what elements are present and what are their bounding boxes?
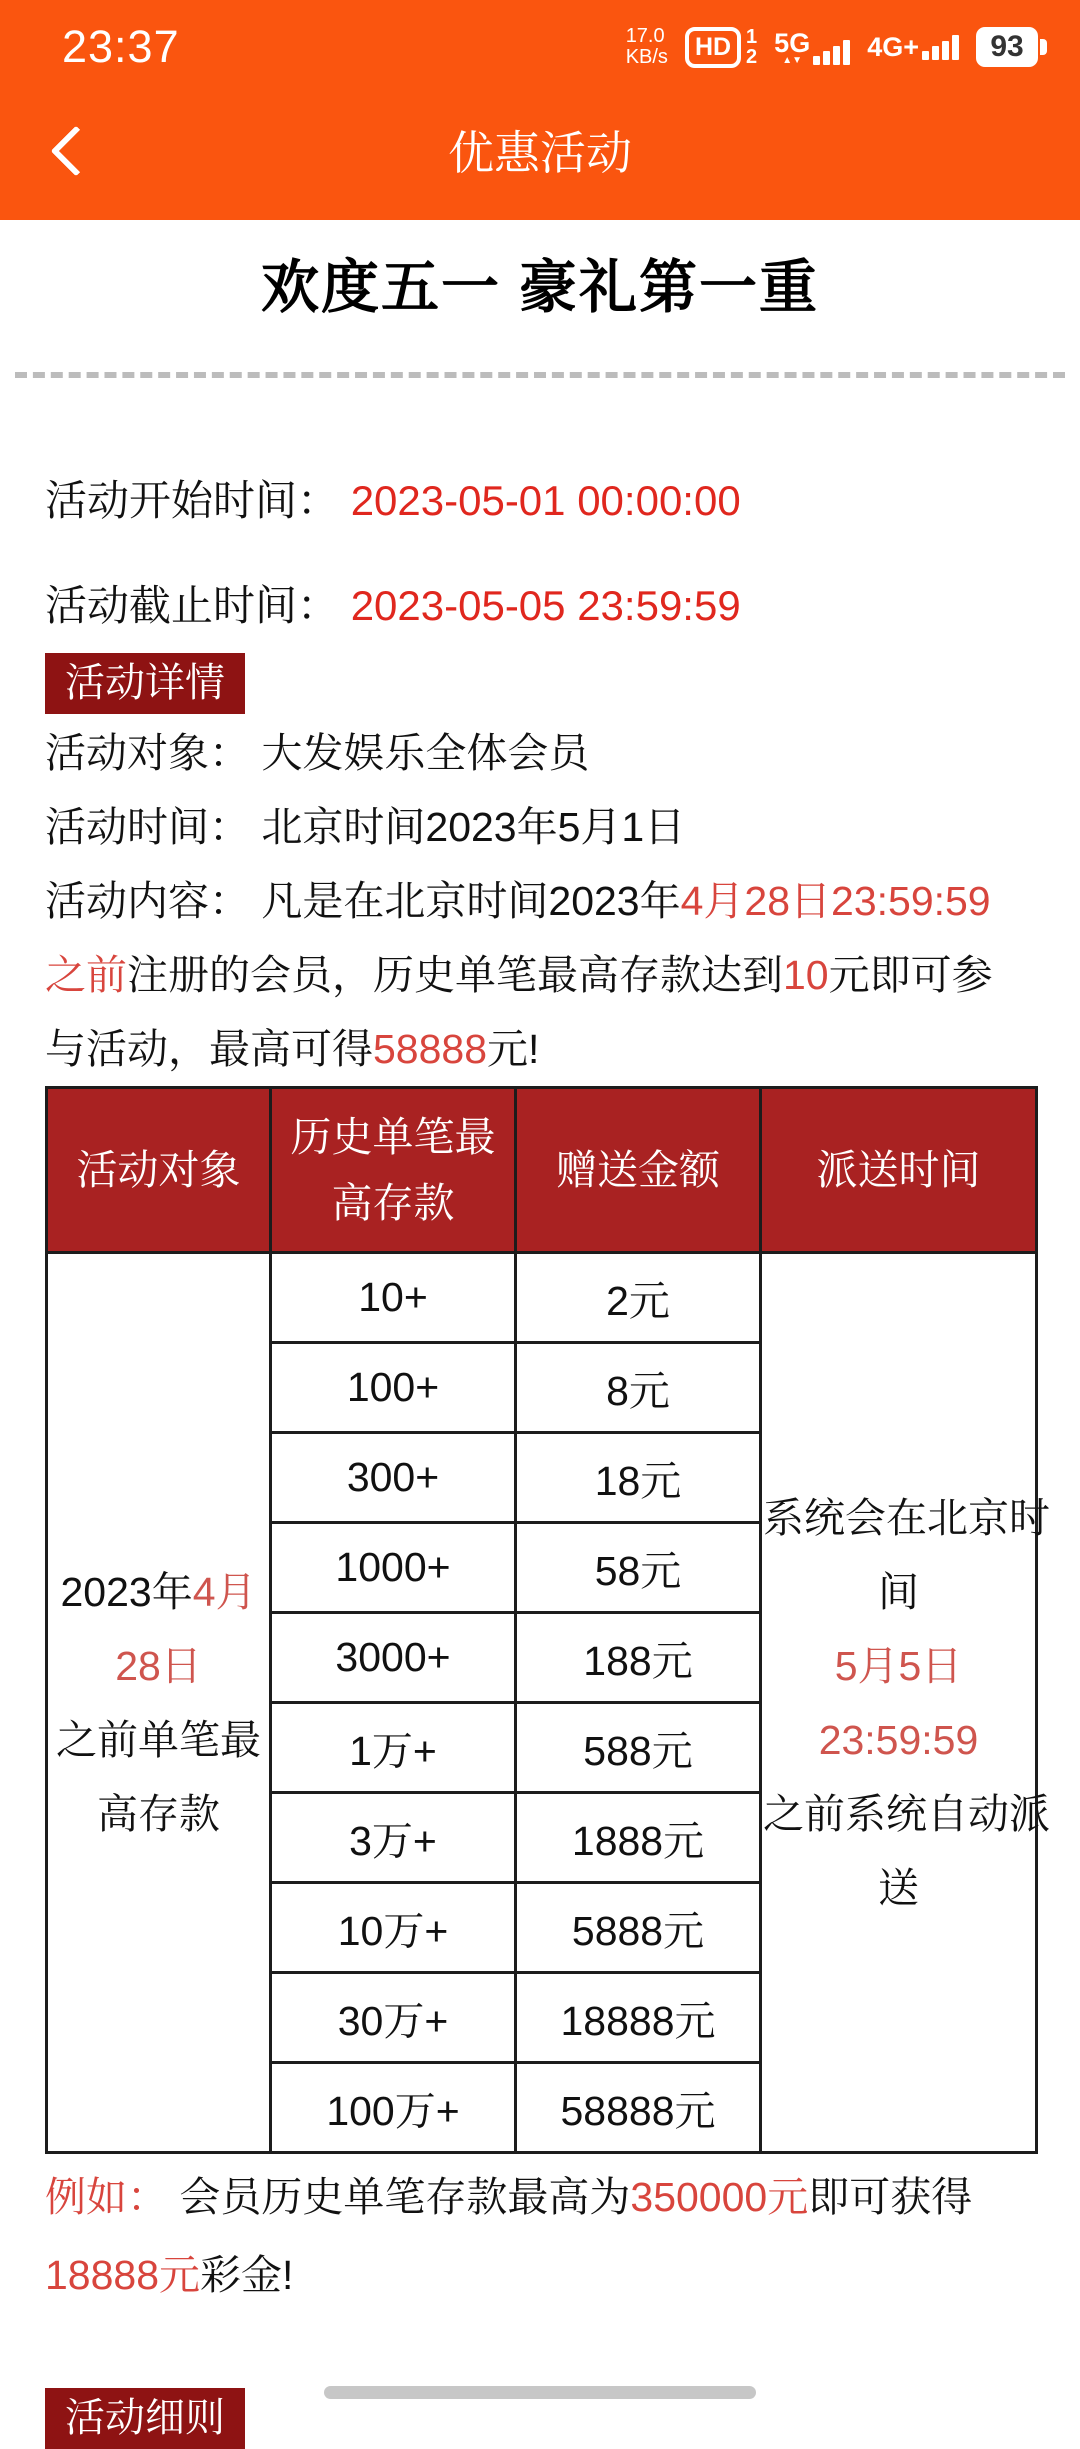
deposit-cell: 3000+ <box>271 1613 516 1703</box>
deposit-cell: 1000+ <box>271 1523 516 1613</box>
delivery-line: 间 <box>878 1568 919 1615</box>
battery-icon <box>976 27 1038 67</box>
bonus-cell: 2元 <box>516 1253 761 1343</box>
volte-hd-icon <box>685 27 757 68</box>
delivery-cell <box>761 1253 1050 2153</box>
start-time-row <box>45 476 1035 526</box>
example-block <box>45 2158 1035 2314</box>
bonus-cell: 8元 <box>516 1343 761 1433</box>
table-header-row <box>47 1088 1037 1253</box>
bonus-cell: 18元 <box>516 1433 761 1523</box>
status-bar <box>0 0 1080 80</box>
activity-content-line-2: 之前注册的会员，历史单笔最高存款达到10元即可参 <box>45 952 993 998</box>
bonus-table <box>45 1086 1050 2154</box>
end-time-label: 活动截止时间： <box>45 582 340 629</box>
battery-percent: 93 <box>990 30 1024 63</box>
activity-details <box>45 716 1035 1086</box>
bonus-cell: 58888元 <box>516 2063 761 2153</box>
header-bonus: 赠送金额 <box>516 1088 761 1253</box>
bonus-cell: 18888元 <box>516 1973 761 2063</box>
promo-title: 欢度五一 豪礼第一重 <box>260 255 820 320</box>
activity-time-line: 活动时间： 北京时间2023年5月1日 <box>45 804 686 850</box>
header-deposit: 历史单笔最高存款 <box>271 1088 516 1253</box>
activity-content-line-1: 活动内容： 凡是在北京时间2023年4月28日23:59:59 <box>45 878 991 924</box>
bonus-cell: 188元 <box>516 1613 761 1703</box>
end-time-value: 2023-05-05 23:59:59 <box>350 582 741 629</box>
table-row <box>47 1253 1037 1343</box>
rules-badge: 活动细则 <box>45 2388 245 2449</box>
activity-content-line-3: 与活动，最高可得58888元! <box>45 1026 540 1072</box>
deposit-cell: 3万+ <box>271 1793 516 1883</box>
network-speed-indicator <box>626 26 668 68</box>
signal-5g-label-group <box>774 27 811 66</box>
deposit-cell: 100+ <box>271 1343 516 1433</box>
dashed-divider <box>15 372 1065 378</box>
delivery-line: 系统会在北京时 <box>763 1494 1050 1541</box>
deposit-cell: 10+ <box>271 1253 516 1343</box>
header-eligibility: 活动对象 <box>47 1088 271 1253</box>
network-speed-value: 17.0 <box>625 25 665 47</box>
nav-bar <box>0 80 1080 220</box>
sim2-index: 2 <box>746 46 758 68</box>
delivery-line: 5月5日 <box>834 1642 963 1689</box>
delivery-line: 23:59:59 <box>818 1716 979 1763</box>
eligibility-line: 28日 <box>115 1642 202 1689</box>
bonus-cell: 5888元 <box>516 1883 761 1973</box>
clock: 23:37 <box>62 21 180 72</box>
deposit-cell: 30万+ <box>271 1973 516 2063</box>
example-line-2: 18888元彩金! <box>45 2252 294 2298</box>
signal-5g-icon <box>774 27 850 66</box>
deposit-cell: 300+ <box>271 1433 516 1523</box>
header-delivery: 派送时间 <box>761 1088 1037 1253</box>
gesture-handle[interactable] <box>324 2386 756 2399</box>
signal-4g-icon <box>867 34 959 60</box>
example-line-1: 例如： 会员历史单笔存款最高为350000元即可获得 <box>45 2174 973 2220</box>
bonus-cell: 1888元 <box>516 1793 761 1883</box>
network-type-5g: 5G <box>774 27 811 58</box>
signal-bars-icon <box>813 40 850 65</box>
delivery-line: 送 <box>878 1864 919 1911</box>
eligibility-line: 2023年4月 <box>60 1568 257 1615</box>
network-speed-unit: KB/s <box>625 46 668 68</box>
bonus-cell: 588元 <box>516 1703 761 1793</box>
status-icons <box>626 26 1038 68</box>
deposit-cell: 1万+ <box>271 1703 516 1793</box>
page-header-title: 优惠活动 <box>448 127 632 179</box>
network-type-4g: 4G+ <box>867 32 919 62</box>
activity-target-line: 活动对象： 大发娱乐全体会员 <box>45 730 590 776</box>
signal-bars-icon <box>922 35 959 60</box>
details-badge: 活动详情 <box>45 653 245 714</box>
deposit-cell: 100万+ <box>271 2063 516 2153</box>
sim1-index: 1 <box>746 26 758 48</box>
bonus-cell: 58元 <box>516 1523 761 1613</box>
deposit-cell: 10万+ <box>271 1883 516 1973</box>
eligibility-cell <box>47 1253 271 2153</box>
eligibility-line: 高存款 <box>97 1790 220 1837</box>
hd-icon: HD <box>685 27 741 68</box>
data-arrows-icon: ▲▼ <box>782 54 803 66</box>
delivery-line: 之前系统自动派 <box>763 1790 1050 1837</box>
sim-index-stack <box>746 27 757 67</box>
eligibility-line: 之前单笔最 <box>56 1716 261 1763</box>
start-time-label: 活动开始时间： <box>45 477 340 524</box>
start-time-value: 2023-05-01 00:00:00 <box>350 477 741 524</box>
end-time-row <box>45 581 1035 631</box>
back-button[interactable] <box>52 122 96 178</box>
